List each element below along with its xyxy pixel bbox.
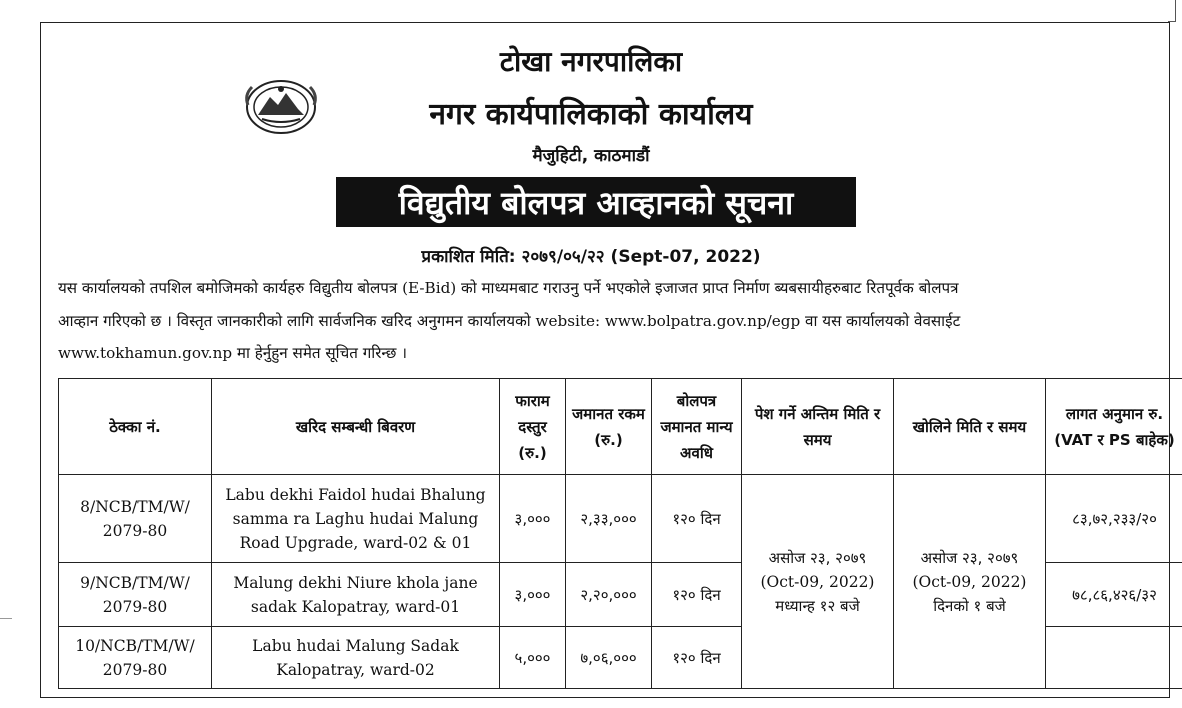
notice-title: विद्युतीय बोलपत्र आव्हानको सूचना	[336, 177, 856, 227]
form-fee-cell: ५,०००	[500, 627, 566, 689]
security-amount-cell: ७,०६,०००	[566, 627, 652, 689]
opening-date-date: असोज २३, २०७९	[920, 548, 1019, 567]
intro-line: आव्हान गरिएको छ । विस्तृत जानकारीको लागि सार्वजनिक खरिद अनुगमन कार्यालयको website: www.bolpatra.gov.np/egp वा यस कार्यालयको वेवसाईट	[58, 311, 961, 330]
description-cell: Labu dekhi Faidol hudai Bhalung samma ra Laghu hudai Malung Road Upgrade, ward-02 & 01	[212, 475, 500, 563]
published-date: प्रकाशित मिति: २०७९/०५/२२ (Sept-07, 2022)	[421, 247, 761, 267]
description-cell: Labu hudai Malung Sadak Kalopatray, ward-02	[212, 627, 500, 689]
intro-line: www.tokhamun.gov.np मा हेर्नुहुन समेत सूचित गरिन्छ ।	[58, 344, 407, 362]
opening-date-date-en: (Oct-09, 2022)	[912, 572, 1027, 591]
table-row	[59, 475, 1182, 563]
form-fee-cell: ३,०००	[500, 563, 566, 627]
submission-deadline-time: मध्यान्ह १२ बजे	[775, 596, 860, 615]
header-bid-validity: बोलपत्र जमानत मान्य अवधि	[652, 379, 742, 475]
description-cell: Malung dekhi Niure khola jane sadak Kalopatray, ward-01	[212, 563, 500, 627]
header-form-fee: फाराम दस्तुर (रु.)	[500, 379, 566, 475]
cost-estimate-cell	[1046, 627, 1182, 689]
border-corner-mark	[1175, 0, 1176, 22]
form-fee-cell: ३,०००	[500, 475, 566, 563]
intro-line: यस कार्यालयको तपशिल बमोजिमको कार्यहरु विद्युतीय बोलपत्र (E-Bid) को माध्यमबाट गराउनु पर्ने भएकोले इजाजत प्राप्त निर्माण ब्यबसायीहरुबाट रितपूर्वक बोलपत्र	[58, 279, 959, 297]
cost-estimate-cell: ७८,८६,४२६/३२	[1046, 563, 1182, 627]
office-name: नगर कार्यपालिकाको कार्यालय	[429, 97, 753, 132]
header-cost-estimate: लागत अनुमान रु. (VAT र PS बाहेक)	[1046, 379, 1182, 475]
header-submission-deadline: पेश गर्ने अन्तिम मिति र समय	[742, 379, 894, 475]
submission-deadline-cell	[742, 475, 894, 689]
office-address: मैजुहिटी, काठमाडौं	[532, 146, 650, 166]
bid-validity-cell: १२० दिन	[652, 563, 742, 627]
opening-date-time: दिनको १ बजे	[933, 596, 1006, 615]
contract-no-cell: 8/NCB/TM/W/ 2079-80	[59, 475, 212, 563]
header-security-amount: जमानत रकम (रु.)	[566, 379, 652, 475]
contract-no-cell: 9/NCB/TM/W/ 2079-80	[59, 563, 212, 627]
cost-estimate-cell: ८३,७२,२३३/२०	[1046, 475, 1182, 563]
header-contract-no: ठेक्का नं.	[59, 379, 212, 475]
municipality-name: टोखा नगरपालिका	[499, 45, 683, 78]
intro-paragraph	[58, 272, 1160, 370]
security-amount-cell: २,२०,०००	[566, 563, 652, 627]
tender-table	[58, 378, 1182, 689]
bid-validity-cell: १२० दिन	[652, 475, 742, 563]
header-opening-date: खोलिने मिति र समय	[894, 379, 1046, 475]
security-amount-cell: २,३३,०००	[566, 475, 652, 563]
bid-validity-cell: १२० दिन	[652, 627, 742, 689]
header-description: खरिद सम्बन्धी बिवरण	[212, 379, 500, 475]
contract-no-cell: 10/NCB/TM/W/ 2079-80	[59, 627, 212, 689]
table-header-row	[59, 379, 1182, 475]
margin-tick	[0, 618, 12, 619]
submission-deadline-date-en: (Oct-09, 2022)	[760, 572, 875, 591]
submission-deadline-date: असोज २३, २०७९	[768, 548, 867, 567]
opening-date-cell	[894, 475, 1046, 689]
